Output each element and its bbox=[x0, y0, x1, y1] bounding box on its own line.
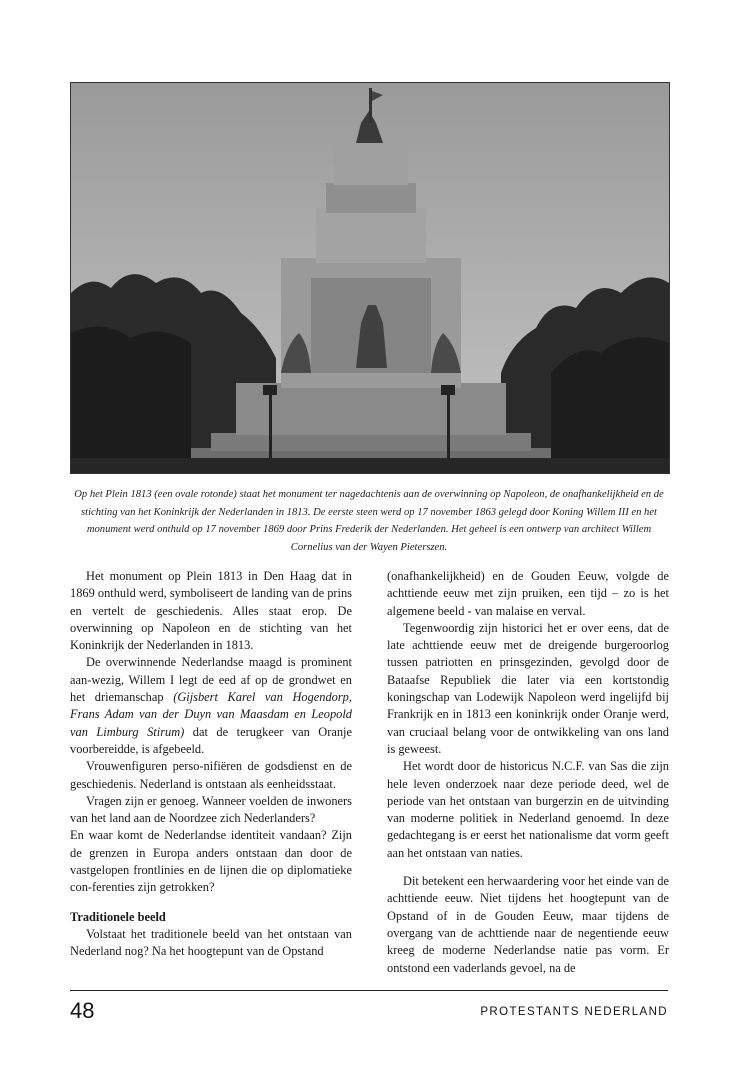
paragraph-text: De overwinnende Nederlandse maagd is prominent aan-wezig, Willem I legt de eed af op de grondwet en het driemanschap bbox=[70, 655, 352, 705]
section-heading: Traditionele beeld bbox=[70, 909, 166, 924]
photo-caption: Op het Plein 1813 (een ovale rotonde) staat het monument ter nagedachtenis aan de overwinning op Napoleon, de onafhankelijkheid en de stichting van het Koninkrijk der Nederlanden in 1813. De eerste steen werd op 17 november 1863 gelegd door Koning Willem III en het monument werd onthuld op 17 november 1869 door Prins Frederik der Nederlanden. Het geheel is een ontwerp van architect Willem Cornelius van der Wayen Pieterszen. bbox=[74, 489, 664, 553]
paragraph: Tegenwoordig zijn historici het er over eens, dat de late achttiende eeuw met de dreigende burgeroorlog tussen patriotten en prinsgezinden, gevolgd door de Bataafse Republiek die later via een kortstondig koningschap van Lodewijk Napoleon werd ingelijfd bij Frankrijk en in 1813 een koninkrijk onder Oranje werd, van cruciaal belang voor de ontwikkeling van ons land is geweest. bbox=[387, 620, 669, 756]
paragraph: Volstaat het traditionele beeld van het ontstaan van Nederland nog? Na het hoogtepunt van de Opstand bbox=[70, 926, 352, 959]
page-number: 48 bbox=[70, 998, 95, 1023]
paragraph: Vrouwenfiguren perso-nifiëren de godsdienst en de geschiedenis. Nederland is ontstaan als eenheidsstaat. bbox=[70, 759, 352, 791]
paragraph: Vragen zijn er genoeg. Wanneer voelden de inwoners van het land aan de Noordzee zich Nederlanders? bbox=[70, 793, 352, 826]
paragraph: Dit betekent een herwaardering voor het einde van de achttiende eeuw. Niet tijdens het hoogtepunt van de Opstand of in de Gouden Eeuw, maar tijdens de overgang van de achttiende naar de negentiende eeuw kreeg de moderne Nederlandse natie pas vorm. Er ontstond een vaderlands gevoel, na de bbox=[387, 874, 669, 975]
monument-photo-icon bbox=[71, 83, 669, 473]
paragraph: Het wordt door de historicus N.C.F. van Sas die zijn hele leven onderzoek naar deze periode deed, wel de periode van het ontstaan van burgerzin en de uitvinding van moderne politiek in Nederland genoemd. In deze gedachtegang is er eerst het nationalisme dat vorm geeft aan het ontstaan van naties. bbox=[387, 759, 669, 860]
paragraph-italic-text: (Gijsbert Karel van Hogendorp, Frans Adam van der Duyn van Maasdam en Leopold van Limburg Stirum) bbox=[70, 690, 352, 739]
paragraph-text: dat de terugkeer van Oranje voorbereidde, is afgebeeld. bbox=[70, 724, 352, 756]
footer-rule bbox=[70, 990, 668, 991]
paragraph: En waar komt de Nederlandse identiteit vandaan? Zijn de grenzen in Europa anders ontstaan dan door de vastgelopen frontlinies en de lijnen die op diplomatieke con-ferenties zijn getrokken? bbox=[70, 828, 352, 895]
paragraph bbox=[70, 654, 352, 758]
left-column bbox=[70, 568, 352, 961]
right-column bbox=[387, 568, 669, 977]
monument-photo bbox=[70, 82, 670, 474]
magazine-name: PROTESTANTS NEDERLAND bbox=[480, 1006, 668, 1018]
paragraph: Het monument op Plein 1813 in Den Haag dat in 1869 onthuld werd, symboliseert de landing van de prins en vertelt de geschiedenis. Alles staat erop. De overwinning op Napoleon en de stichting van het Koninkrijk der Nederlanden in 1813. bbox=[70, 569, 352, 653]
paragraph: (onafhankelijkheid) en de Gouden Eeuw, volgde de achttiende eeuw met zijn pruiken, een tijd – zo is het algemene beeld - van malaise en verval. bbox=[387, 569, 669, 618]
